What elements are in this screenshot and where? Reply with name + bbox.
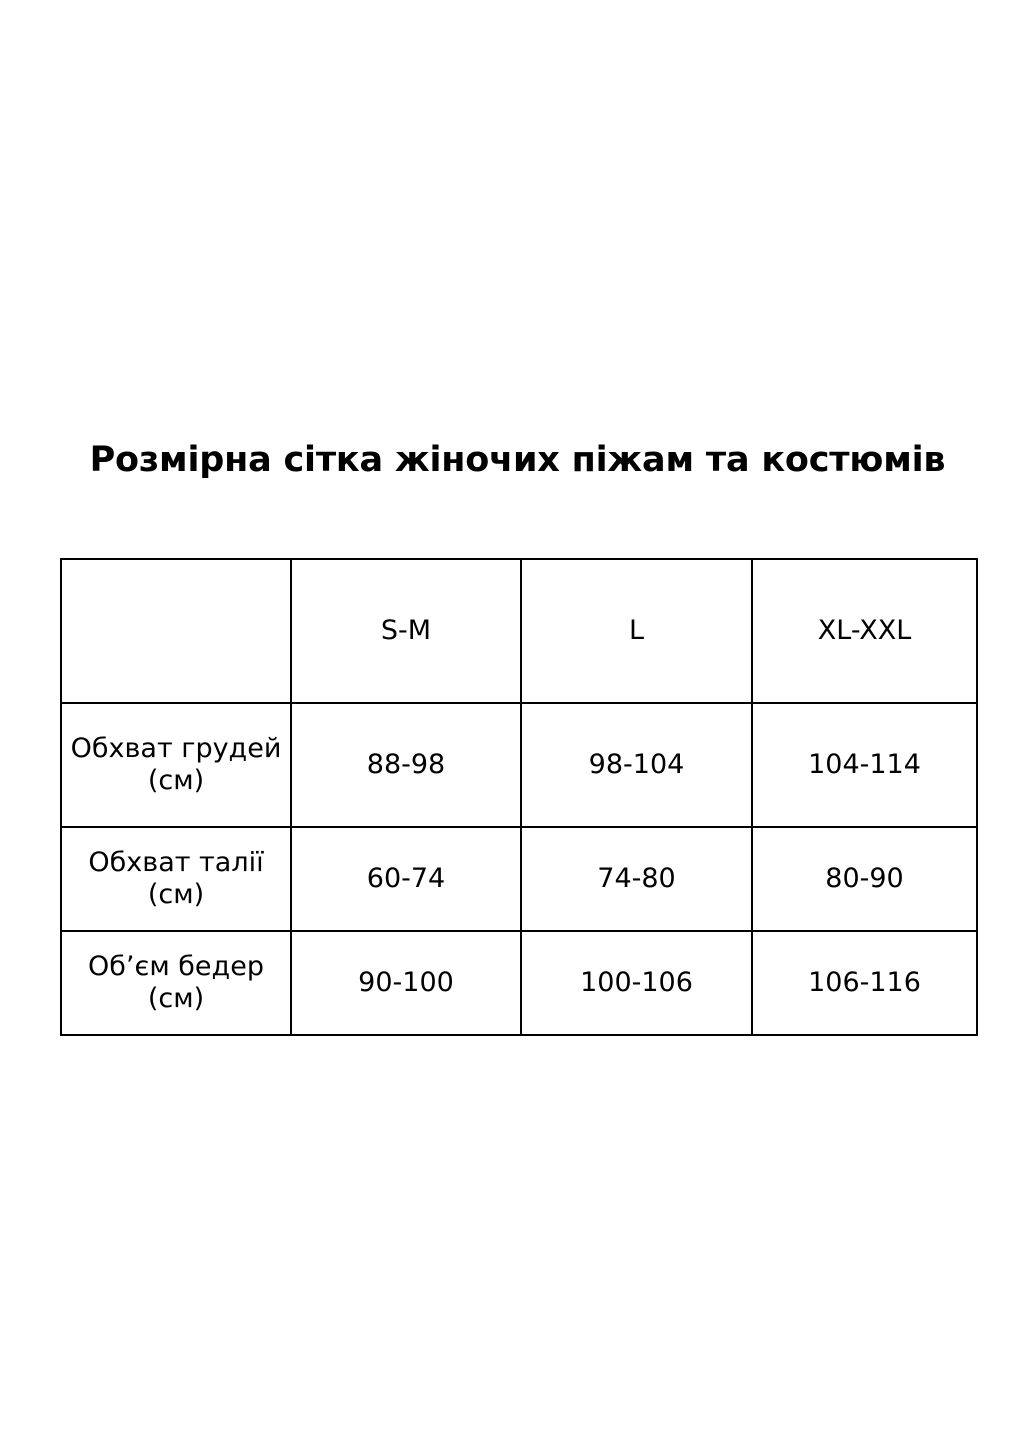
- row-label-chest: Обхват грудей (см): [61, 703, 291, 827]
- cell-waist-s-m: 60-74: [291, 827, 521, 931]
- cell-chest-l: 98-104: [521, 703, 752, 827]
- column-header-s-m: S-M: [291, 559, 521, 703]
- row-label-waist: Обхват талії (см): [61, 827, 291, 931]
- page-title: Розмірна сітка жіночих піжам та костюмів: [89, 440, 946, 480]
- table-row: [61, 931, 977, 1035]
- table-corner-cell: [61, 559, 291, 703]
- table-row: [61, 703, 977, 827]
- row-label-hips: Об’єм бедер (см): [61, 931, 291, 1035]
- table-row: [61, 827, 977, 931]
- table-header-row: [61, 559, 977, 703]
- cell-waist-l: 74-80: [521, 827, 752, 931]
- column-header-l: L: [521, 559, 752, 703]
- cell-chest-xl-xxl: 104-114: [752, 703, 977, 827]
- cell-waist-xl-xxl: 80-90: [752, 827, 977, 931]
- column-header-xl-xxl: XL-XXL: [752, 559, 977, 703]
- cell-hips-l: 100-106: [521, 931, 752, 1035]
- size-chart-table: [60, 558, 978, 1036]
- cell-hips-xl-xxl: 106-116: [752, 931, 977, 1035]
- cell-hips-s-m: 90-100: [291, 931, 521, 1035]
- cell-chest-s-m: 88-98: [291, 703, 521, 827]
